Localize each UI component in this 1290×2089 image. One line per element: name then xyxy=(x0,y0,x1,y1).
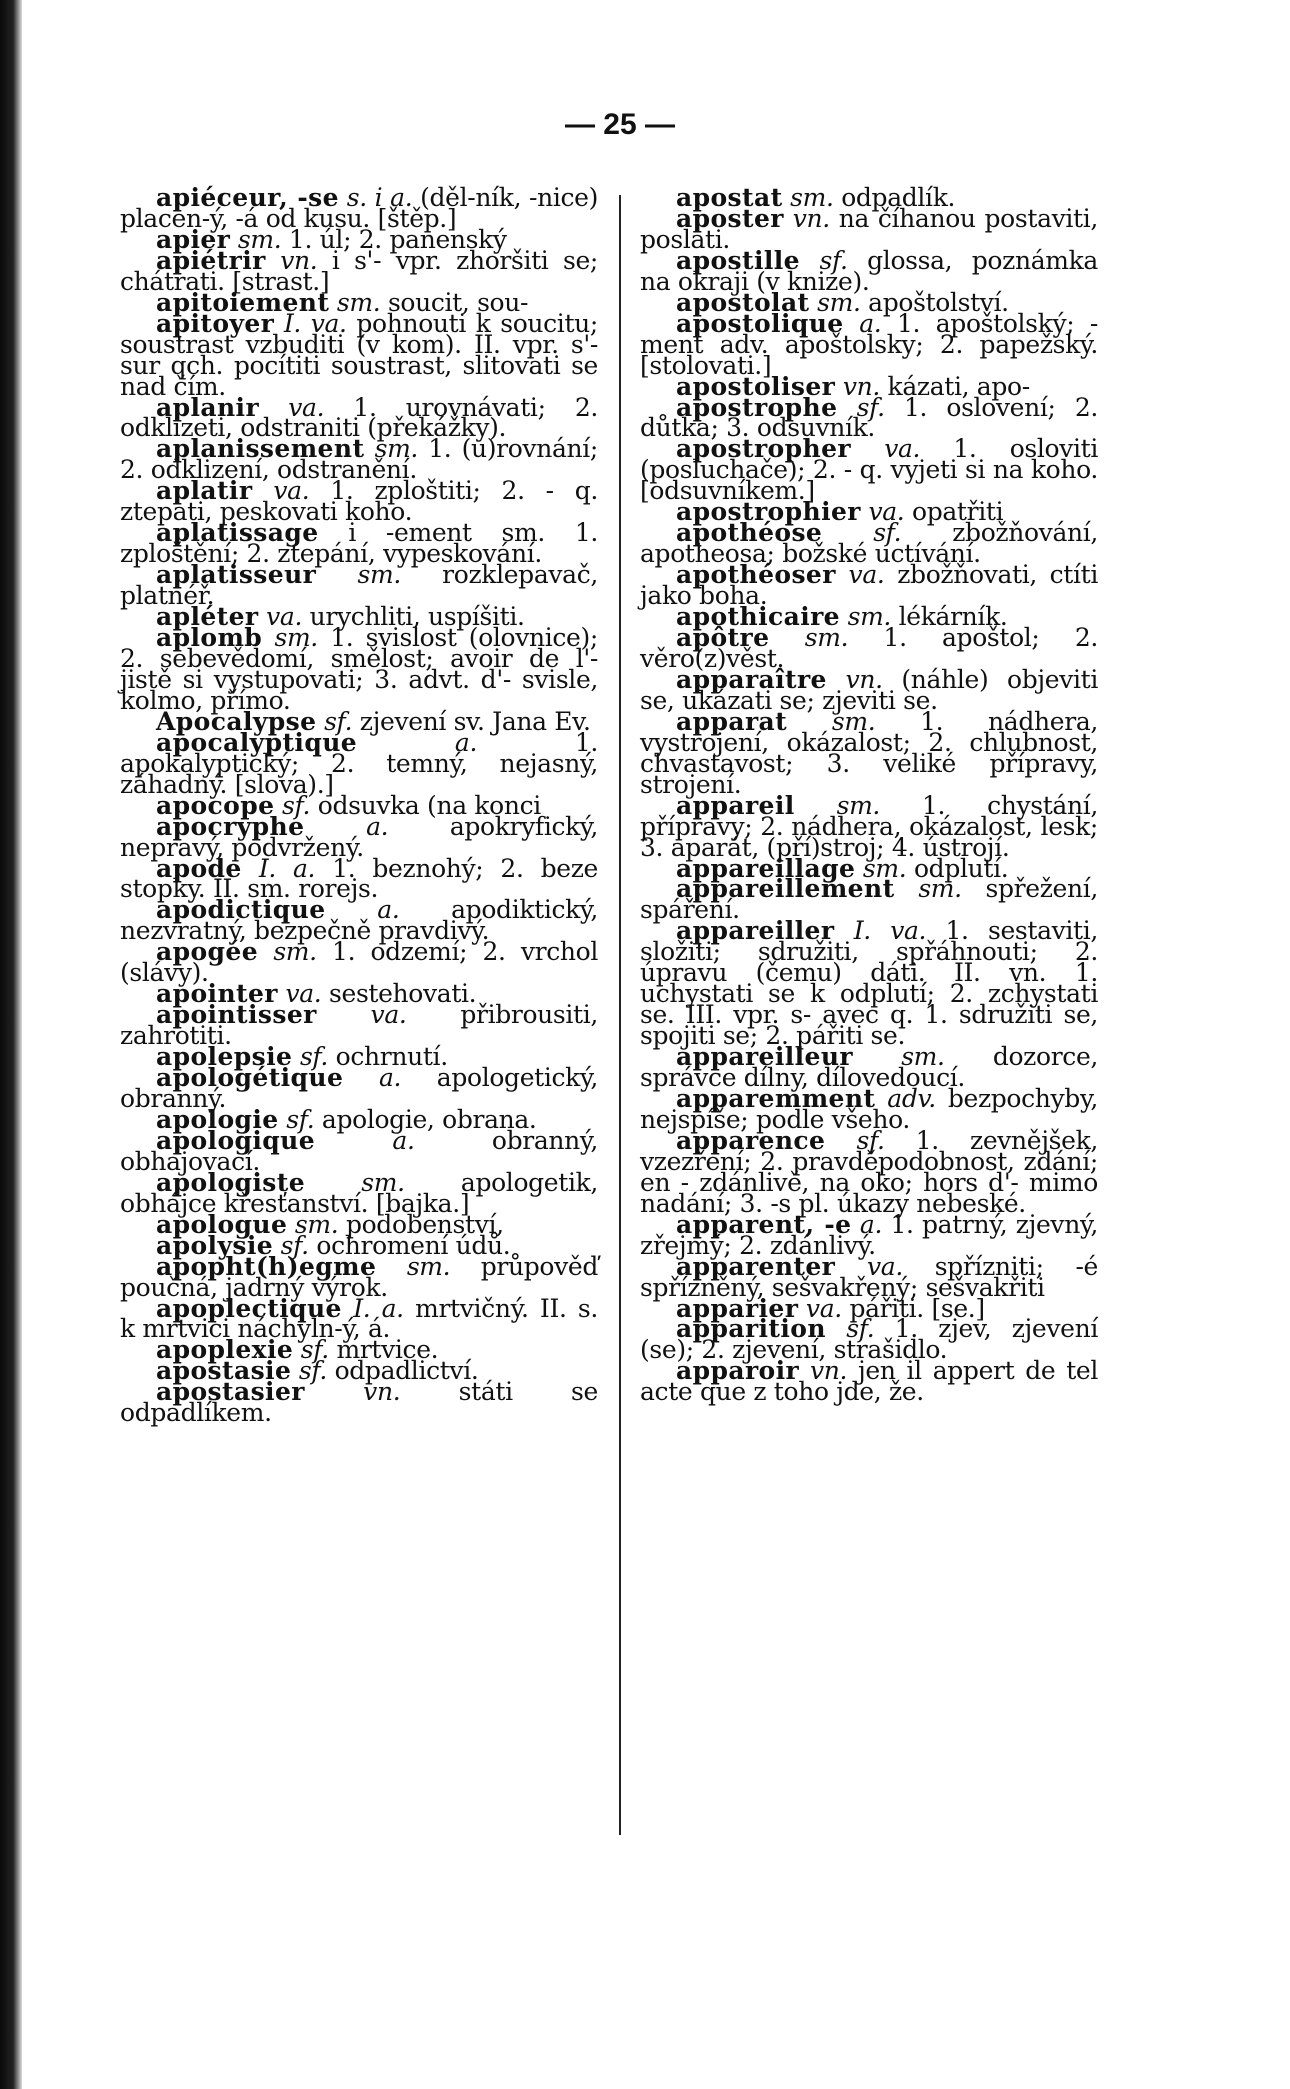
entry-part-of-speech: vn. xyxy=(792,203,830,233)
entry-headword: aposter xyxy=(676,203,784,233)
entry-definition: mrtvičný. II. s. k mrtvici náchyln-ý, á. xyxy=(120,1293,598,1344)
entry-definition: 1. zploštiti; 2. - q. ztepati, peskovati koho. xyxy=(120,476,598,527)
entry-headword: apparemment xyxy=(676,1083,876,1113)
entry-definition: i s'- vpr. zhoršiti se; chátrati. [strast.] xyxy=(120,245,598,296)
entry-part-of-speech: vn. xyxy=(809,1356,848,1386)
column-divider xyxy=(619,195,621,1835)
entry-headword: appareiller xyxy=(676,916,835,946)
entry-part-of-speech: sm. xyxy=(918,874,962,904)
entry-definition: 1. (u)rovnání; 2. odklizení, odstranění. xyxy=(120,434,598,485)
entry-part-of-speech: va. xyxy=(370,1000,407,1030)
entry-headword: apologue xyxy=(156,1209,288,1239)
entry-part-of-speech: va. xyxy=(266,602,303,632)
dictionary-entry xyxy=(120,1251,598,1302)
entry-definition: odsuvka (na konci xyxy=(317,790,541,820)
entry-part-of-speech: sf. xyxy=(324,706,353,736)
entry-definition: kázati, apo- xyxy=(887,371,1030,401)
entry-definition: odpadlictví. xyxy=(334,1356,479,1386)
entry-definition: soucit, sou- xyxy=(387,287,529,317)
dictionary-entry xyxy=(640,1356,1098,1407)
dictionary-entry xyxy=(640,790,1098,862)
entry-definition: 1. svislost (olovnice); 2. sebevědomí, smělost; avoir de l'- jistě si vystupovati; 3. advt. d'- svisle, kolmo, přímo. xyxy=(120,623,598,715)
entry-definition: 1. apokalyptický; 2. temný, nejasný, záhadný. [slova).] xyxy=(120,727,598,799)
entry-part-of-speech: sf. xyxy=(299,1042,329,1072)
entry-headword: apostille xyxy=(676,245,800,275)
entry-part-of-speech: sm. xyxy=(294,1209,339,1239)
entry-part-of-speech: sf. xyxy=(846,1314,875,1344)
entry-headword: apôtre xyxy=(676,623,770,653)
dictionary-entry xyxy=(120,895,598,946)
dictionary-entry xyxy=(640,392,1098,443)
entry-definition: dozorce, správce dílny, dílovedoucí. xyxy=(640,1042,1098,1093)
entry-headword: apparaître xyxy=(676,664,827,694)
entry-definition: zbožňovati, ctíti jako boha. xyxy=(640,560,1098,611)
dictionary-entry xyxy=(120,308,598,401)
entry-definition: 1. nádhera, vystrojení, okázalost; 2. chlubnost, chvastavost; 3. veliké přípravy, strojení. xyxy=(640,706,1098,799)
dictionary-entry xyxy=(640,1209,1098,1260)
entry-part-of-speech: adv. xyxy=(887,1083,936,1113)
entry-definition: 1. odzemí; 2. vrchol (slávy). xyxy=(120,937,598,988)
entry-part-of-speech: sm. xyxy=(847,602,892,632)
dictionary-entry xyxy=(120,1377,598,1428)
entry-part-of-speech: va. xyxy=(867,1251,903,1281)
entry-part-of-speech: sm. xyxy=(406,1251,451,1281)
entry-headword: apiétrir xyxy=(156,245,266,275)
entry-part-of-speech: sf. xyxy=(819,245,848,275)
entry-definition: lékárník. xyxy=(898,602,1008,632)
entry-headword: apostolat xyxy=(676,287,810,317)
entry-definition: glossa, poznámka na okraji (v knize). xyxy=(640,245,1098,296)
dictionary-entry xyxy=(120,183,598,233)
entry-definition: opatřiti xyxy=(912,497,1004,527)
dictionary-entry xyxy=(640,623,1098,673)
entry-headword: apparence xyxy=(676,1125,826,1155)
entry-definition: apologetik, obhájce křesťanství. [bajka.] xyxy=(120,1167,598,1218)
entry-part-of-speech: sf. xyxy=(282,790,311,820)
entry-headword: apostolique xyxy=(676,308,844,338)
entry-definition: ochromení údů. xyxy=(316,1230,511,1260)
entry-headword: apostoliser xyxy=(676,371,836,401)
entry-headword: apostat xyxy=(676,183,783,212)
entry-definition: 1. urovnávati; 2. odklizeti, odstraniti (překážky). xyxy=(120,392,598,443)
entry-headword: aplatisseur xyxy=(156,560,317,590)
entry-definition: urychliti, uspíšiti. xyxy=(309,602,525,632)
entry-part-of-speech: va. xyxy=(884,434,921,464)
entry-headword: apode xyxy=(156,853,242,883)
entry-headword: appareil xyxy=(676,790,795,820)
entry-definition: jen il appert de tel acte que z toho jde, že. xyxy=(640,1356,1098,1407)
entry-definition: apoštolství. xyxy=(868,287,1009,317)
entry-definition: 1. oslovení; 2. důtka; 3. odsuvník. xyxy=(640,392,1098,443)
right-column xyxy=(640,183,1098,1407)
book-binding-edge xyxy=(0,0,22,2089)
dictionary-entry xyxy=(640,1042,1098,1093)
dictionary-entry xyxy=(120,1063,598,1113)
dictionary-entry xyxy=(640,1251,1098,1302)
entry-definition: sestehovati. xyxy=(329,979,477,1009)
entry-headword: apostasier xyxy=(156,1377,305,1407)
entry-headword: apologétique xyxy=(156,1063,344,1093)
entry-headword: apostropher xyxy=(676,434,851,464)
entry-definition: spřízniti; -é spřízněný, sešvakřený; sešvakřiti xyxy=(640,1251,1098,1302)
entry-part-of-speech: a. xyxy=(859,1209,883,1239)
entry-definition: 1. chystání, přípravy; 2. nádhera, okázalost, lesk; 3. aparát, (pří)stroj; 4. ústrojí. xyxy=(640,790,1098,862)
entry-headword: apparier xyxy=(676,1293,799,1323)
entry-headword: apostrophier xyxy=(676,497,861,527)
entry-part-of-speech: sf. xyxy=(856,392,885,422)
dictionary-entry xyxy=(640,308,1098,380)
dictionary-entry xyxy=(640,1314,1098,1365)
dictionary-entry xyxy=(120,560,598,611)
entry-headword: apologique xyxy=(156,1125,316,1155)
entry-headword: apointisser xyxy=(156,1000,317,1030)
entry-headword: apodictique xyxy=(156,895,326,925)
entry-headword: apparat xyxy=(676,706,788,736)
entry-definition: 1. apoštol; 2. věro(z)věst. xyxy=(640,623,1098,673)
dictionary-entry xyxy=(640,706,1098,799)
entry-part-of-speech: a. xyxy=(454,727,478,757)
entry-definition: 1. zevnějšek, vzezření; 2. pravděpodobnost, zdání; en - zdánlivě, na oko; hors d'- mimo nadání; 3. -s pl. úkazy nebeské. xyxy=(640,1125,1098,1218)
entry-part-of-speech: a. xyxy=(378,1063,402,1093)
dictionary-entry xyxy=(120,245,598,296)
entry-definition: přibrousiti, zahrotiti. xyxy=(120,1000,598,1051)
entry-definition: pohnouti k soucitu; soustrast vzbuditi (v kom). II. vpr. s'- sur qch. pocítiti soustrast, slitovati se nad čím. xyxy=(120,308,598,401)
entry-headword: apoplectique xyxy=(156,1293,342,1323)
entry-headword: aplatir xyxy=(156,476,253,506)
dictionary-entry xyxy=(640,518,1098,569)
entry-part-of-speech: a. xyxy=(366,811,389,841)
entry-part-of-speech: I. a. xyxy=(353,1293,404,1323)
entry-part-of-speech: sm. xyxy=(237,224,282,254)
entry-definition: 1. sestaviti, složiti; sdružiti, spřáhnouti; 2. úpravu (čemu) dáti. II. vn. 1. uchystati se k odplutí; 2. zchystati se. III. vpr. s- avec q. 1. sdružiti se, spojiti se; 2. pářiti se. xyxy=(640,916,1098,1051)
entry-headword: appareilleur xyxy=(676,1042,853,1072)
dictionary-entry xyxy=(120,937,598,988)
entry-definition: průpověď poučná, jadrný výrok. xyxy=(120,1251,598,1302)
entry-definition: (náhle) objeviti se, ukázati se; zjeviti se. xyxy=(640,664,1098,715)
entry-headword: apothéoser xyxy=(676,560,836,590)
entry-part-of-speech: vn. xyxy=(280,245,318,275)
entry-definition: ochrnutí. xyxy=(335,1042,448,1072)
entry-definition: na číhanou postaviti, poslati. xyxy=(640,203,1098,254)
entry-part-of-speech: sf. xyxy=(298,1356,327,1386)
entry-part-of-speech: sm. xyxy=(336,287,381,317)
entry-definition: apologetický, obranný. xyxy=(120,1063,598,1113)
dictionary-entry xyxy=(640,434,1098,506)
entry-definition: obranný, obhajovací. xyxy=(120,1125,598,1176)
entry-headword: apostasie xyxy=(156,1356,292,1386)
entry-headword: apolepsie xyxy=(156,1042,293,1072)
entry-part-of-speech: sm. xyxy=(862,853,907,883)
entry-definition: zbožňování, apotheosa; božské uctívání. xyxy=(640,518,1098,569)
dictionary-entry xyxy=(120,811,598,862)
entry-definition: apokryfický, nepravý, podvržený. xyxy=(120,811,598,862)
dictionary-entry xyxy=(120,1000,598,1051)
entry-part-of-speech: va. xyxy=(288,392,325,422)
entry-part-of-speech: a. xyxy=(392,1125,415,1155)
entry-headword: apologiste xyxy=(156,1167,306,1197)
entry-definition: státi se odpadlíkem. xyxy=(120,1377,598,1428)
dictionary-entry xyxy=(120,476,598,527)
entry-part-of-speech: sm. xyxy=(361,1167,405,1197)
entry-definition: mrtvice. xyxy=(336,1335,439,1365)
entry-part-of-speech: vn. xyxy=(845,664,883,694)
page-number: — 25 — xyxy=(564,108,676,141)
entry-part-of-speech: va. xyxy=(805,1293,842,1323)
entry-headword: apitoyer xyxy=(156,308,275,338)
entry-headword: apparition xyxy=(676,1314,826,1344)
entry-part-of-speech: sm. xyxy=(274,623,318,653)
dictionary-entry xyxy=(640,560,1098,611)
entry-headword: apothicaire xyxy=(676,602,840,632)
entry-definition: apodiktický, nezvratný, bezpečně pravdivý. xyxy=(120,895,598,946)
dictionary-entry xyxy=(120,518,598,569)
entry-part-of-speech: sf. xyxy=(280,1230,309,1260)
dictionary-entry xyxy=(640,664,1098,715)
entry-definition: (děl-ník, -nice) placen-ý, -á od kusu. [štěp.] xyxy=(120,183,598,233)
entry-definition: odplutí. xyxy=(913,853,1009,883)
entry-headword: aplanir xyxy=(156,392,260,422)
entry-part-of-speech: s. i a. xyxy=(346,183,413,212)
entry-definition: 1. osloviti (posluchače); 2. - q. vyjeti si na koho. [odsuvníkem.] xyxy=(640,434,1098,506)
dictionary-entry xyxy=(120,1125,598,1176)
entry-headword: appareillement xyxy=(676,874,895,904)
entry-definition: 1. zjev, zjevení (se); 2. zjevení, strašidlo. xyxy=(640,1314,1098,1365)
entry-part-of-speech: sm. xyxy=(357,560,401,590)
entry-headword: appareillage xyxy=(676,853,856,883)
entry-part-of-speech: va. xyxy=(848,560,885,590)
entry-headword: apparenter xyxy=(676,1251,836,1281)
dictionary-entry xyxy=(640,1125,1098,1218)
dictionary-entry xyxy=(120,727,598,799)
dictionary-entry xyxy=(120,1167,598,1218)
entry-headword: apostrophe xyxy=(676,392,838,422)
entry-definition: odpadlík. xyxy=(841,183,956,212)
entry-part-of-speech: I. va. xyxy=(853,916,927,946)
entry-part-of-speech: sm. xyxy=(374,434,419,464)
entry-part-of-speech: sm. xyxy=(836,790,881,820)
dictionary-entry xyxy=(640,245,1098,296)
entry-headword: apparoir xyxy=(676,1356,800,1386)
entry-definition: podobenství, xyxy=(345,1209,504,1239)
entry-part-of-speech: vn. xyxy=(363,1377,401,1407)
entry-headword: apocalyptique xyxy=(156,727,358,757)
entry-headword: apogée xyxy=(156,937,259,967)
entry-headword: apitoiement xyxy=(156,287,330,317)
entry-headword: apocryphe xyxy=(156,811,305,841)
entry-definition: i -ement sm. 1. zploštění; 2. ztepání, vypeskování. xyxy=(120,518,598,569)
dictionary-entry xyxy=(120,623,598,715)
entry-part-of-speech: sm. xyxy=(790,183,834,212)
entry-definition: 1. apoštolský; -ment adv. apoštolsky; 2. papežský. [stolovati.] xyxy=(640,308,1098,380)
dictionary-entry xyxy=(120,853,598,904)
entry-definition: apologie, obrana. xyxy=(321,1104,537,1134)
left-column xyxy=(120,183,598,1428)
entry-headword: apoplexie xyxy=(156,1335,294,1365)
entry-part-of-speech: sm. xyxy=(804,623,849,653)
entry-part-of-speech: va. xyxy=(273,476,310,506)
entry-part-of-speech: sm. xyxy=(901,1042,945,1072)
dictionary-entry xyxy=(640,874,1098,925)
entry-part-of-speech: a. xyxy=(859,308,882,338)
entry-headword: apothéose xyxy=(676,518,823,548)
entry-definition: 1. beznohý; 2. beze stopky. II. sm. rorejs. xyxy=(120,853,598,904)
entry-definition: 1. patrný, zjevný, zřejmý; 2. zdánlivý. xyxy=(640,1209,1098,1260)
entry-part-of-speech: va. xyxy=(285,979,322,1009)
entry-part-of-speech: vn. xyxy=(842,371,880,401)
entry-definition: spřežení, spáření. xyxy=(640,874,1098,925)
entry-headword: apopht(h)egme xyxy=(156,1251,377,1281)
entry-headword: apointer xyxy=(156,979,278,1009)
entry-headword: aplatissage xyxy=(156,518,319,548)
entry-part-of-speech: sf. xyxy=(873,518,902,548)
dictionary-entry xyxy=(120,392,598,443)
dictionary-entry xyxy=(120,434,598,485)
entry-part-of-speech: sf. xyxy=(300,1335,329,1365)
entry-headword: apier xyxy=(156,224,231,254)
entry-part-of-speech: sm. xyxy=(273,937,317,967)
entry-headword: aplomb xyxy=(156,623,263,653)
dictionary-entry xyxy=(640,1083,1098,1134)
entry-part-of-speech: sf. xyxy=(856,1125,885,1155)
dictionary-entry xyxy=(640,916,1098,1051)
entry-definition: pářiti. [se.] xyxy=(849,1293,985,1323)
entry-headword: Apocalypse xyxy=(156,706,317,736)
entry-part-of-speech: a. xyxy=(377,895,400,925)
dictionary-entry xyxy=(120,1293,598,1344)
entry-definition: bezpochyby, nejspíše; podle všeho. xyxy=(640,1083,1098,1134)
entry-part-of-speech: sm. xyxy=(831,706,876,736)
entry-part-of-speech: sf. xyxy=(286,1104,315,1134)
entry-definition: rozklepavač, platnéř. xyxy=(120,560,598,611)
entry-definition: 1. úl; 2. panenský xyxy=(288,224,507,254)
entry-headword: apiéceur, -se xyxy=(156,183,339,212)
entry-part-of-speech: va. xyxy=(868,497,905,527)
entry-headword: apléter xyxy=(156,602,259,632)
entry-part-of-speech: I. a. xyxy=(258,853,316,883)
entry-part-of-speech: I. va. xyxy=(283,308,347,338)
entry-definition: zjevení sv. Jana Ev. xyxy=(359,706,591,736)
entry-headword: aplanissement xyxy=(156,434,365,464)
entry-headword: apologie xyxy=(156,1104,279,1134)
entry-headword: apocope xyxy=(156,790,275,820)
entry-part-of-speech: sm. xyxy=(817,287,861,317)
dictionary-entry xyxy=(640,203,1098,254)
entry-headword: apparent, -e xyxy=(676,1209,852,1239)
entry-headword: apolysie xyxy=(156,1230,274,1260)
